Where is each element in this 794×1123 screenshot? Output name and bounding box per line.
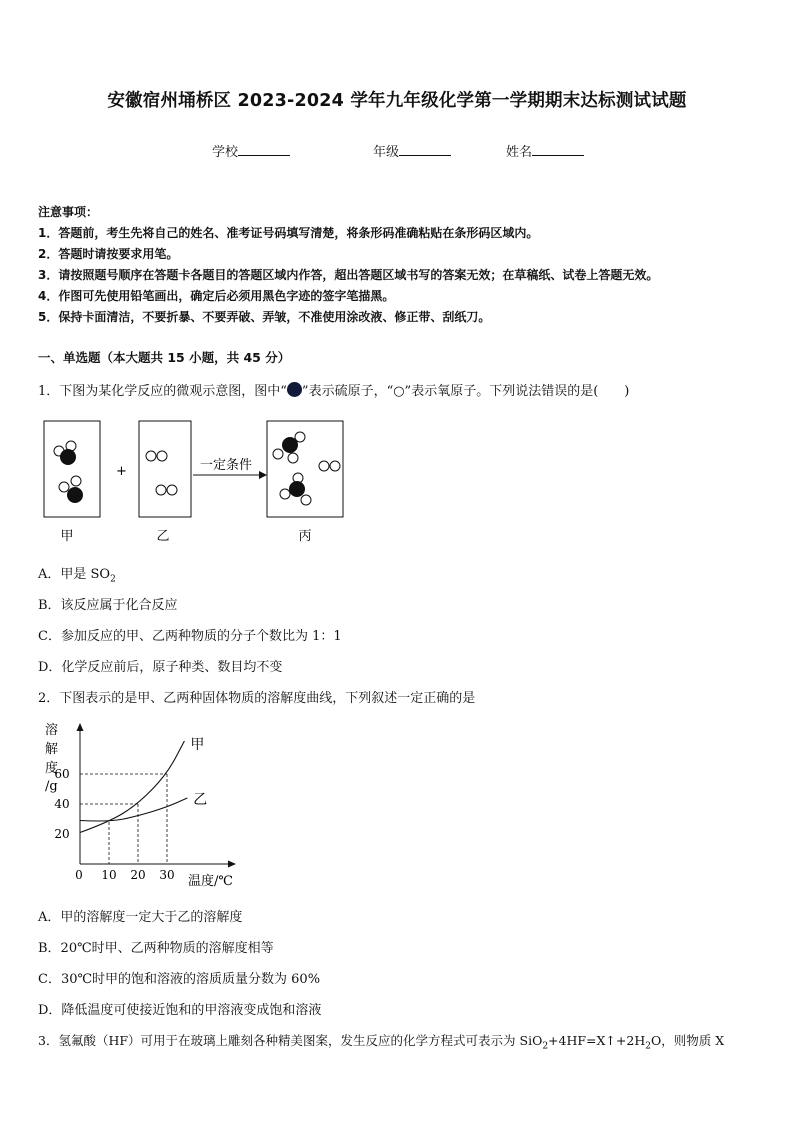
school-label: 学校 [212,145,239,160]
q2-stem: 2．下图表示的是甲、乙两种固体物质的溶解度曲线，下列叙述一定正确的是 [38,691,476,706]
q2-option-a: A．甲的溶解度一定大于乙的溶解度 [38,910,243,925]
y-tick-label: 40 [54,797,70,811]
condition-label: 一定条件 [200,458,253,473]
y-axis-label: 溶 [45,723,59,738]
name-label: 姓名 [506,145,533,160]
notice-item: 2．答题时请按要求用笔。 [38,247,179,261]
q2-option-b: B．20℃时甲、乙两种物质的溶解度相等 [38,941,274,956]
label-jia: 甲 [60,529,74,544]
q1-option-b: B．该反应属于化合反应 [38,598,178,613]
label-bing: 丙 [298,529,312,544]
page-title: 安徽宿州埇桥区 2023-2024 学年九年级化学第一学期期末达标测试试题 [107,91,687,111]
y-tick-label: 20 [54,827,70,841]
q1-stem-b: ”表示硫原子，“○”表示氧原子。下列说法错误的是( ) [301,384,630,399]
plus-sign: + [116,464,127,479]
x-axis-arrow-icon [228,861,236,868]
q1-option-d: D．化学反应前后，原子种类、数目均不变 [38,660,283,675]
x-tick-label: 20 [130,868,146,882]
box-yi [139,421,191,517]
y-axis-label: /g [45,779,58,794]
sulfur-atom-icon [287,382,302,397]
x-tick-label: 30 [159,868,175,882]
series-curve-yi [80,798,187,821]
q1-stem [38,380,629,399]
series-label: 乙 [193,792,208,808]
y-axis-label: 度 [45,761,59,776]
name-blank[interactable] [532,143,584,156]
x-axis-label: 温度/℃ [188,874,233,889]
notice-heading: 注意事项： [38,205,99,219]
x-tick-label: 10 [101,868,117,882]
solubility-chart [38,722,258,892]
notice-item: 5．保持卡面清洁，不要折暴、不要弄破、弄皱，不准使用涂改液、修正带、刮纸刀。 [38,310,491,324]
school-blank[interactable] [238,143,290,156]
y-axis-label: 解 [45,742,59,757]
q2-option-d: D．降低温度可使接近饱和的甲溶液变成饱和溶液 [38,1003,322,1018]
q1-option-a: A．甲是 $SO_2$ [38,567,116,585]
series-label: 甲 [190,737,205,753]
school-field[interactable] [212,141,290,160]
q3-stem: 3．氢氟酸（HF）可用于在玻璃上雕刻各种精美图案，发生反应的化学方程式可表示为 $SiO_2+4HF=X↑+2H_2O$，则物质 X [38,1033,725,1052]
y-axis-arrow-icon [77,723,84,731]
grade-blank[interactable] [399,143,451,156]
y-tick-label: 60 [54,767,70,781]
notice-item: 4．作图可先使用铅笔画出，确定后必须用黑色字迹的签字笔描黑。 [38,289,395,303]
q1-option-c: C．参加反应的甲、乙两种物质的分子个数比为 1：1 [38,629,342,644]
label-yi: 乙 [156,529,170,544]
q2-option-c: C．30℃时甲的饱和溶液的溶质质量分数为 60% [38,972,321,987]
box-jia [44,421,100,517]
grade-label: 年级 [373,145,400,160]
name-field[interactable] [506,141,584,160]
section-heading: 一、单选题（本大题共 15 小题，共 45 分） [38,350,291,365]
x-tick-label: 0 [75,868,83,882]
grade-field[interactable] [373,141,451,160]
arrow-head-icon [259,471,267,479]
notice-item: 3．请按照题号顺序在答题卡各题目的答题区域内作答，超出答题区域书写的答案无效；在草稿纸、试卷上答题无效。 [38,268,659,282]
q1-stem-a: 1．下图为某化学反应的微观示意图，图中“ [38,384,287,399]
q1-molecule-diagram [38,415,358,545]
series-curve-jia [80,741,184,833]
notice-item: 1．答题前，考生先将自己的姓名、准考证号码填写清楚，将条形码准确粘贴在条形码区域内。 [38,226,539,240]
